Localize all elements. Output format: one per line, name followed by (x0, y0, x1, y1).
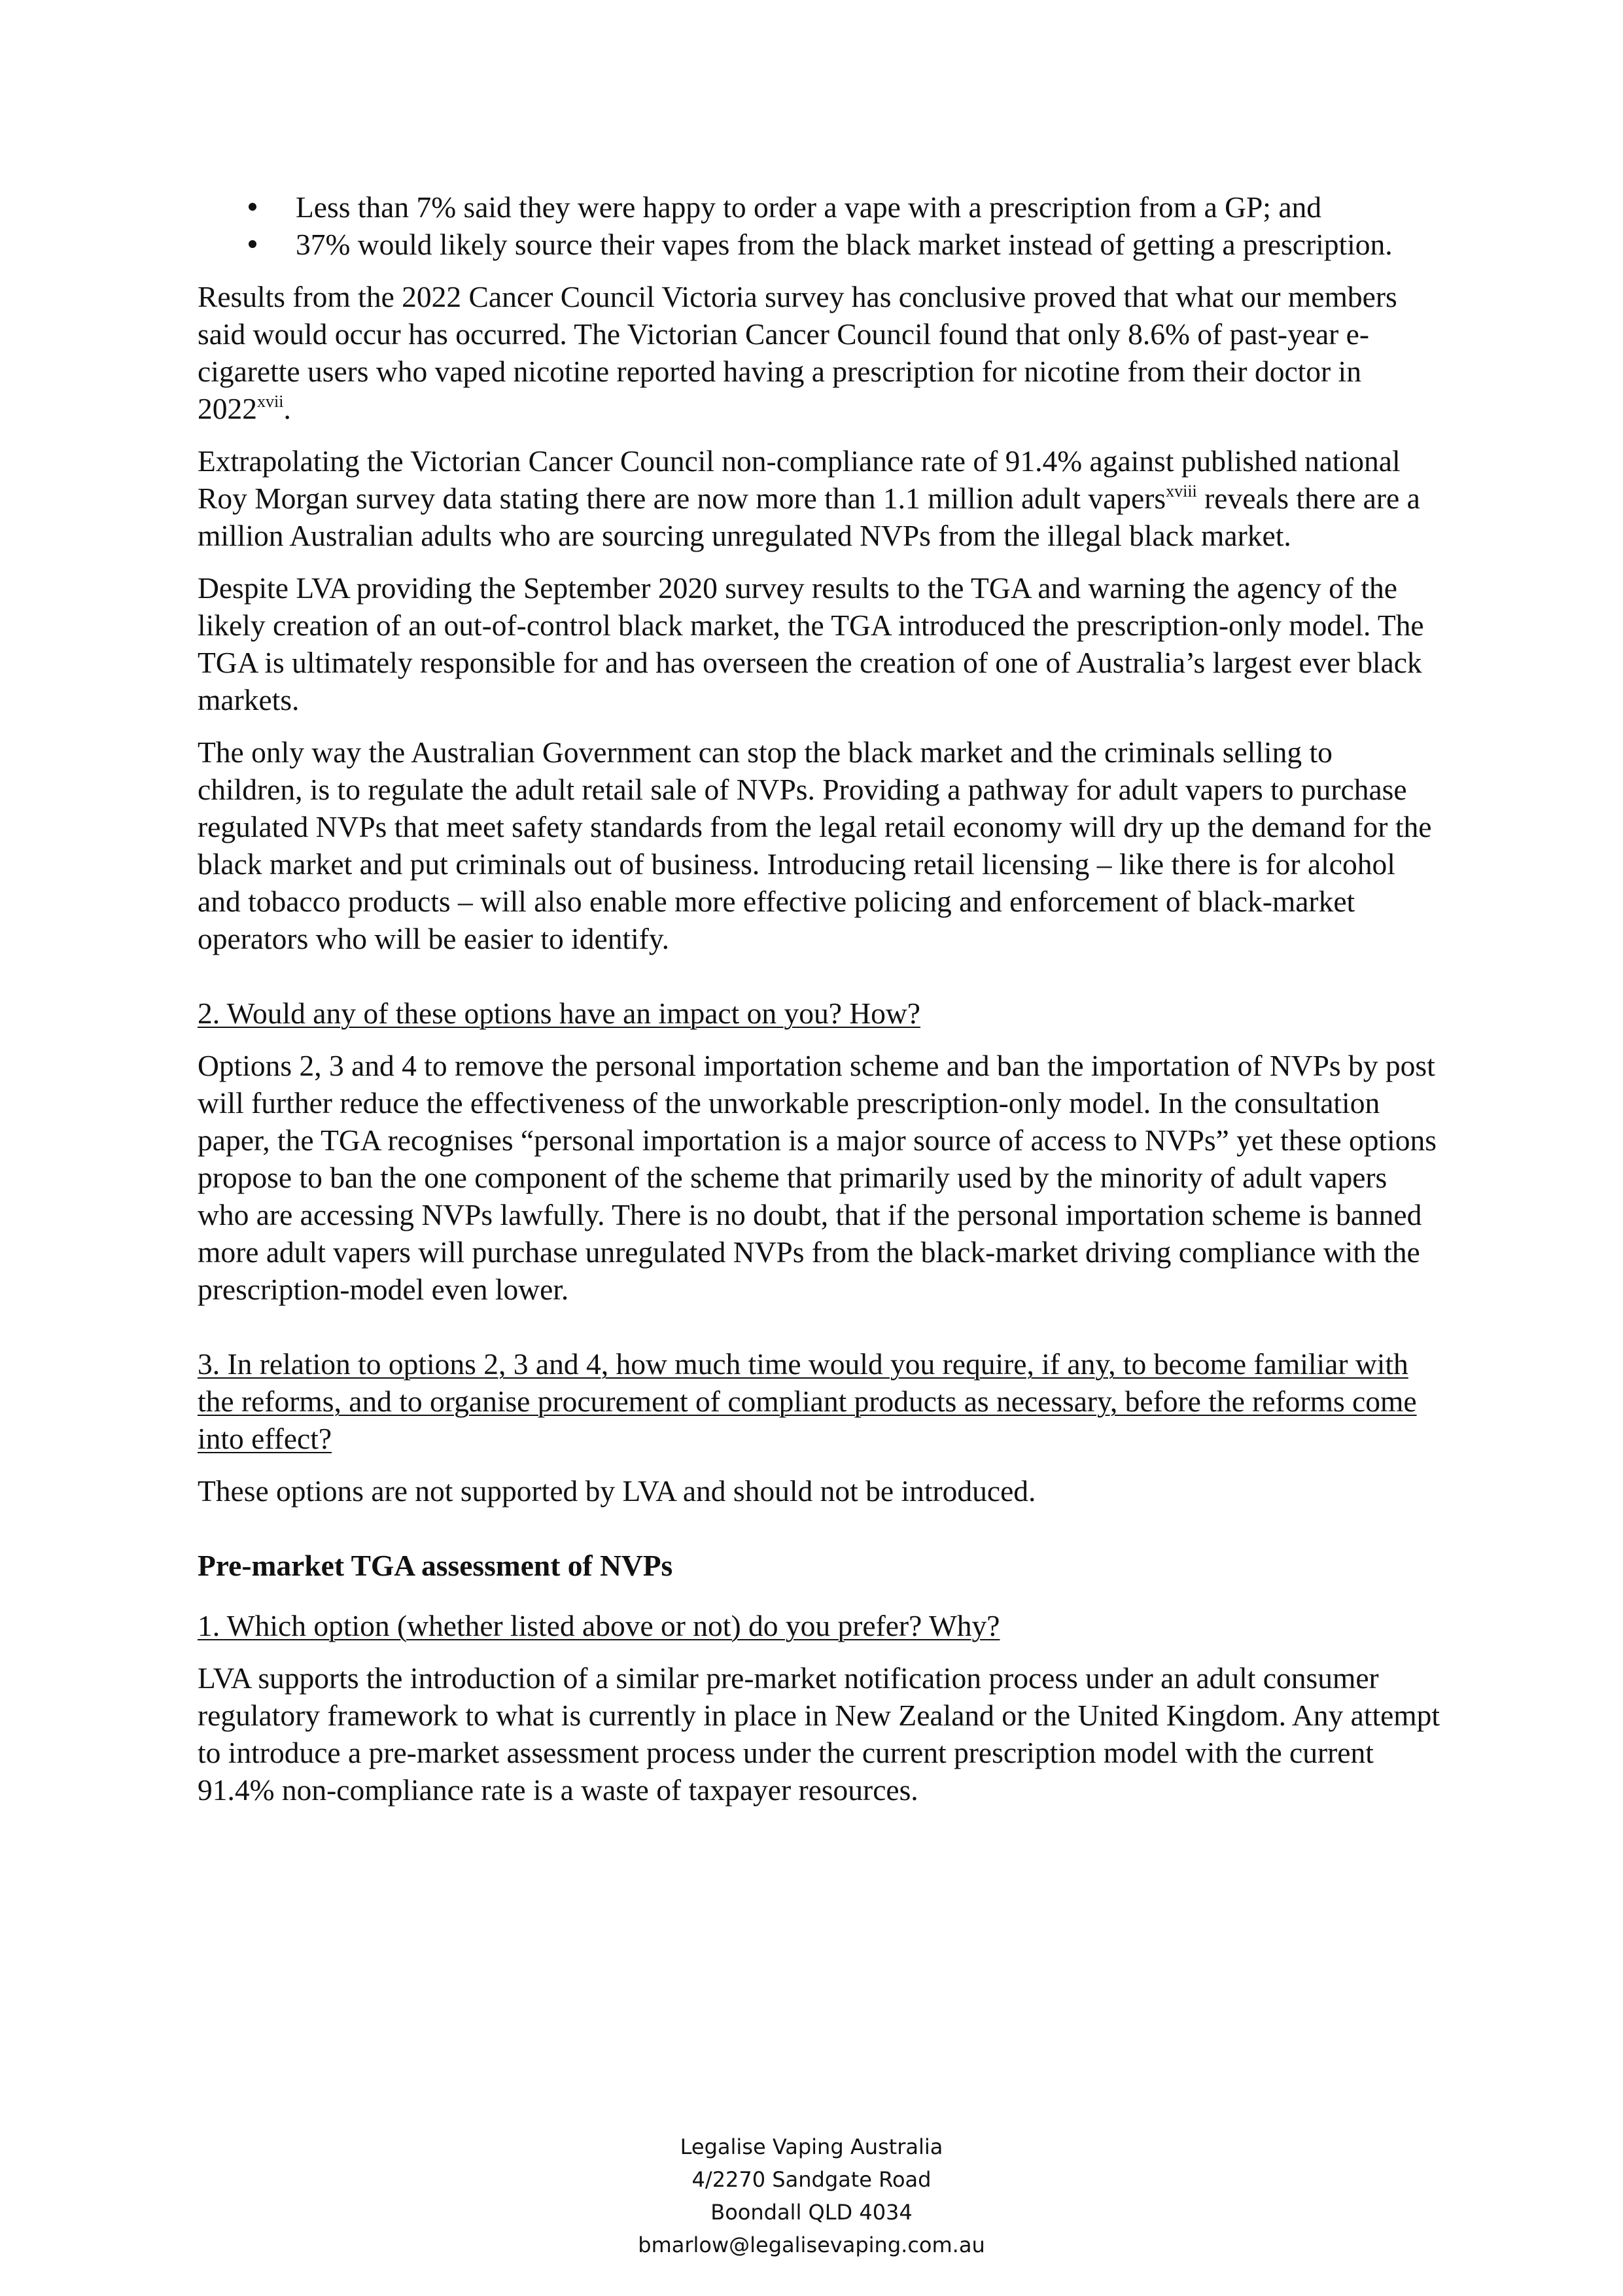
paragraph-tga-responsibility: Despite LVA providing the September 2020 survey results to the TGA and warning the agency of the likely creation of an out-of-control black market, the TGA introduced the prescription-only model. The TGA is ultimately responsible for and has overseen the creation of one of Australia’s largest ever black markets. (198, 571, 1424, 716)
question-1: 1. Which option (whether listed above or not) do you prefer? Why? (198, 1609, 1000, 1642)
paragraph-cancer-council: Results from the 2022 Cancer Council Victoria survey has conclusive proved that what our members said would occur has occurred. The Victorian Cancer Council found that only 8.6% of past-year e-cigarette users who vaped nicotine reported having a prescription for nicotine from their doctor in 2022$^{xvii}$. (198, 280, 1397, 425)
bullet-icon (249, 203, 256, 211)
spacer (198, 1525, 1440, 1547)
spacer (198, 1323, 1440, 1345)
footer-org: Legalise Vaping Australia (680, 2134, 943, 2159)
list-item (198, 188, 1440, 226)
spacer (198, 972, 1440, 995)
paragraph-pre-market: LVA supports the introduction of a similar pre-market notification process under an adult consumer regulatory framework to what is currently in place in New Zealand or the United Kingdom. Any attempt to introduce a pre-market assessment process under the current prescription model with the current 91.4% non-compliance rate is a waste of taxpayer resources. (198, 1661, 1440, 1807)
question-2: 2. Would any of these options have an impact on you? How? (198, 997, 920, 1030)
endnote-ref: xviii (1166, 482, 1197, 501)
bullet-text: Less than 7% said they were happy to order a vape with a prescription from a GP; and (296, 190, 1322, 224)
bullet-icon (249, 240, 256, 248)
bullet-text: 37% would likely source their vapes from the black market instead of getting a prescription. (296, 228, 1393, 261)
footer-city: Boondall QLD 4034 (710, 2200, 913, 2225)
question-3: 3. In relation to options 2, 3 and 4, how much time would you require, if any, to become familiar with the reforms, and to organise procurement of compliant products as necessary, before the reforms come into effect? (198, 1347, 1417, 1455)
list-item (198, 226, 1440, 263)
bullet-list (198, 188, 1440, 263)
footer-address (0, 2130, 1623, 2261)
spacer (198, 1599, 1440, 1607)
footer-street: 4/2270 Sandgate Road (691, 2167, 932, 2192)
paragraph-regulation: The only way the Australian Government can stop the black market and the criminals selling to children, is to regulate the adult retail sale of NVPs. Providing a pathway for adult vapers to purchase regulated NVPs that meet safety standards from the legal retail economy will dry up the demand for the black market and put criminals out of business. Introducing retail licensing – like there is for alcohol and tobacco products – will also enable more effective policing and enforcement of black-market operators who will be easier to identify. (198, 735, 1432, 955)
paragraph-options-impact: Options 2, 3 and 4 to remove the personal importation scheme and ban the importation of NVPs by post will further reduce the effectiveness of the unworkable prescription-only model. In the consultation paper, the TGA recognises “personal importation is a major source of access to NVPs” yet these options propose to ban the one component of the scheme that primarily used by the minority of adult vapers who are accessing NVPs lawfully. There is no doubt, that if the personal importation scheme is banned more adult vapers will purchase unregulated NVPs from the black-market driving compliance with the prescription-model even lower. (198, 1049, 1437, 1306)
paragraph-not-supported: These options are not supported by LVA and should not be introduced. (198, 1474, 1036, 1508)
paragraph-extrapolation: Extrapolating the Victorian Cancer Council non-compliance rate of 91.4% against published national Roy Morgan survey data stating there are now more than 1.1 million adult vapers$^{xviii}$ reveals there are a million Australian adults who are sourcing unregulated NVPs from the illegal black market. (198, 444, 1420, 552)
body-text (198, 188, 1440, 1824)
footer-email: bmarlow@legalisevaping.com.au (638, 2233, 985, 2257)
endnote-ref: xvii (257, 392, 284, 411)
section-heading: Pre-market TGA assessment of NVPs (198, 1549, 673, 1582)
